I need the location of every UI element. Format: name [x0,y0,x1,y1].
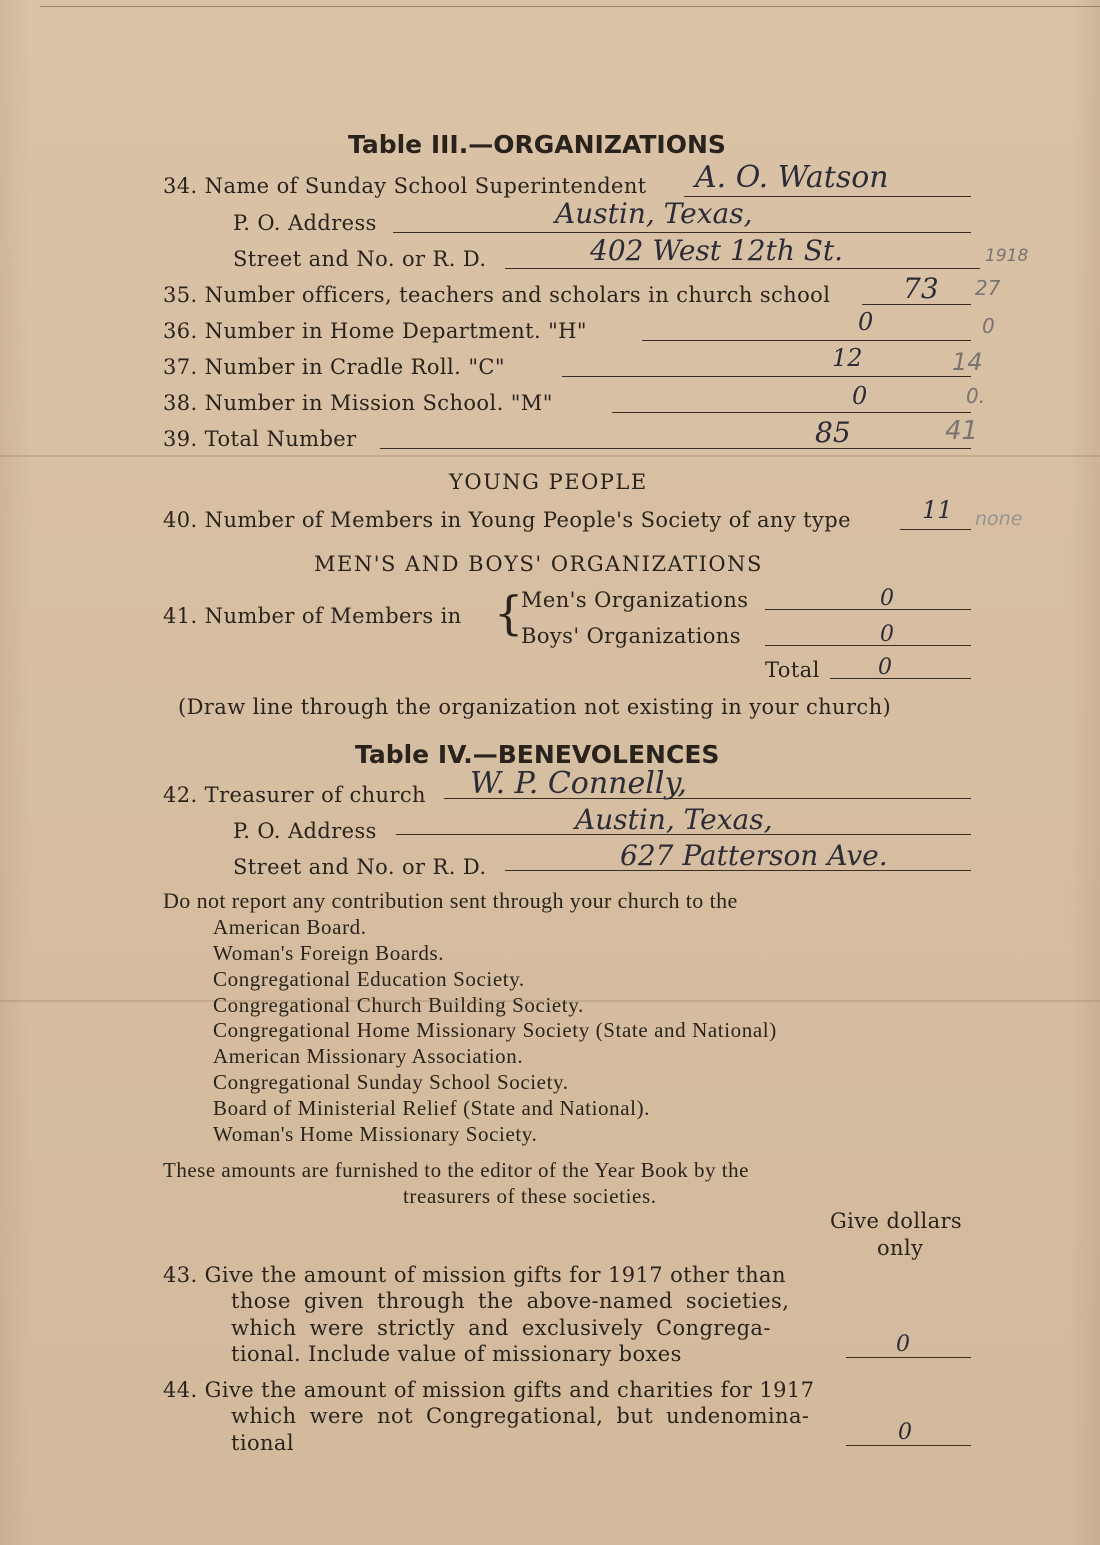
total-value[interactable]: 0 [878,655,892,680]
mens-org-label: Men's Organizations [521,588,749,612]
q35-label: 35. Number officers, teachers and scholars in church school [163,283,831,307]
society-item: Congregational Church Building Society. [213,993,584,1017]
q39-line [380,448,971,449]
q43-line: those given through the above-named societies, [231,1289,790,1313]
table3-title: Table III.—ORGANIZATIONS [348,130,726,159]
q36-label: 36. Number in Home Department. "H" [163,319,587,343]
brace-symbol: { [494,586,524,640]
furnished-text-line2: treasurers of these societies. [403,1184,657,1208]
q38-line [612,412,971,413]
q44-answer-line [846,1445,971,1446]
q42-po-value[interactable]: Austin, Texas, [575,803,773,836]
boys-org-value[interactable]: 0 [880,622,894,647]
q42-po-label: P. O. Address [233,819,377,843]
fold-crease [0,455,1100,457]
society-item: Congregational Education Society. [213,967,525,991]
society-item: Congregational Sunday School Society. [213,1070,569,1094]
q43-value[interactable]: 0 [896,1332,910,1357]
q34-street-value[interactable]: 402 West 12th St. [590,234,844,267]
q35-value[interactable]: 73 [903,272,939,305]
q43-line: tional. Include value of missionary boxes [231,1342,682,1366]
q39-value[interactable]: 85 [815,416,851,449]
q37-pencil: 14 [952,348,983,376]
q38-value[interactable]: 0 [852,382,868,410]
society-item: Board of Ministerial Relief (State and National). [213,1096,651,1120]
q34-superintendent-value[interactable]: A. O. Watson [695,160,889,195]
q37-line [562,376,971,377]
give-dollars-header: Give dollars [830,1209,963,1233]
q40-value[interactable]: 11 [922,496,953,524]
q42-treasurer-value[interactable]: W. P. Connelly, [470,766,687,801]
q40-label: 40. Number of Members in Young People's Society of any type [163,508,851,532]
mens-org-value[interactable]: 0 [880,586,894,611]
society-item: American Missionary Association. [213,1044,524,1068]
q43-line: which were strictly and exclusively Congrega- [231,1316,771,1340]
q44-line: tional [231,1431,294,1455]
q42-label: 42. Treasurer of church [163,783,426,807]
q42-street-label: Street and No. or R. D. [233,855,487,879]
society-item: Woman's Home Missionary Society. [213,1122,538,1146]
total-line [830,678,971,679]
q43-line: 43. Give the amount of mission gifts for 1917 other than [163,1263,786,1287]
page-top-edge [40,6,1100,7]
society-item: American Board. [213,915,367,939]
q37-label: 37. Number in Cradle Roll. "C" [163,355,505,379]
q35-pencil: 27 [975,276,1001,300]
total-label: Total [765,658,820,682]
mens-boys-heading: MEN'S AND BOYS' ORGANIZATIONS [314,552,763,576]
draw-line-note: (Draw line through the organization not existing in your church) [178,695,892,719]
q44-line: which were not Congregational, but undenomina- [231,1404,810,1428]
q39-label: 39. Total Number [163,427,357,451]
q36-value[interactable]: 0 [858,308,874,336]
q40-pencil: none [975,508,1023,530]
q38-label: 38. Number in Mission School. "M" [163,391,553,415]
furnished-text-line1: These amounts are furnished to the editor of the Year Book by the [163,1158,749,1182]
q40-line [900,529,971,530]
q38-pencil: 0. [966,384,986,408]
q34-label: 34. Name of Sunday School Superintendent [163,174,647,198]
q44-value[interactable]: 0 [898,1420,912,1445]
q34-po-line [393,232,971,233]
boys-org-label: Boys' Organizations [521,624,741,648]
q41-label: 41. Number of Members in [163,604,462,628]
q36-line [642,340,971,341]
give-dollars-only: only [877,1236,924,1260]
young-people-heading: YOUNG PEOPLE [449,470,648,494]
mens-org-line [765,609,971,610]
table4-title: Table IV.—BENEVOLENCES [355,740,720,769]
q34-street-line [505,268,980,269]
q34-po-value[interactable]: Austin, Texas, [555,197,753,230]
q34-po-label: P. O. Address [233,211,377,235]
q44-line: 44. Give the amount of mission gifts and charities for 1917 [163,1378,815,1402]
q43-answer-line [846,1357,971,1358]
do-not-report-text: Do not report any contribution sent through your church to the [163,888,738,913]
q42-street-value[interactable]: 627 Patterson Ave. [620,839,888,872]
society-item: Woman's Foreign Boards. [213,941,445,965]
q34-street-label: Street and No. or R. D. [233,247,487,271]
society-item: Congregational Home Missionary Society (State and National) [213,1018,777,1042]
boys-org-line [765,645,971,646]
q36-pencil: 0 [982,314,995,338]
q37-value[interactable]: 12 [832,344,863,372]
q34-pencil-note: 1918 [985,246,1029,266]
q39-pencil: 41 [945,416,979,446]
